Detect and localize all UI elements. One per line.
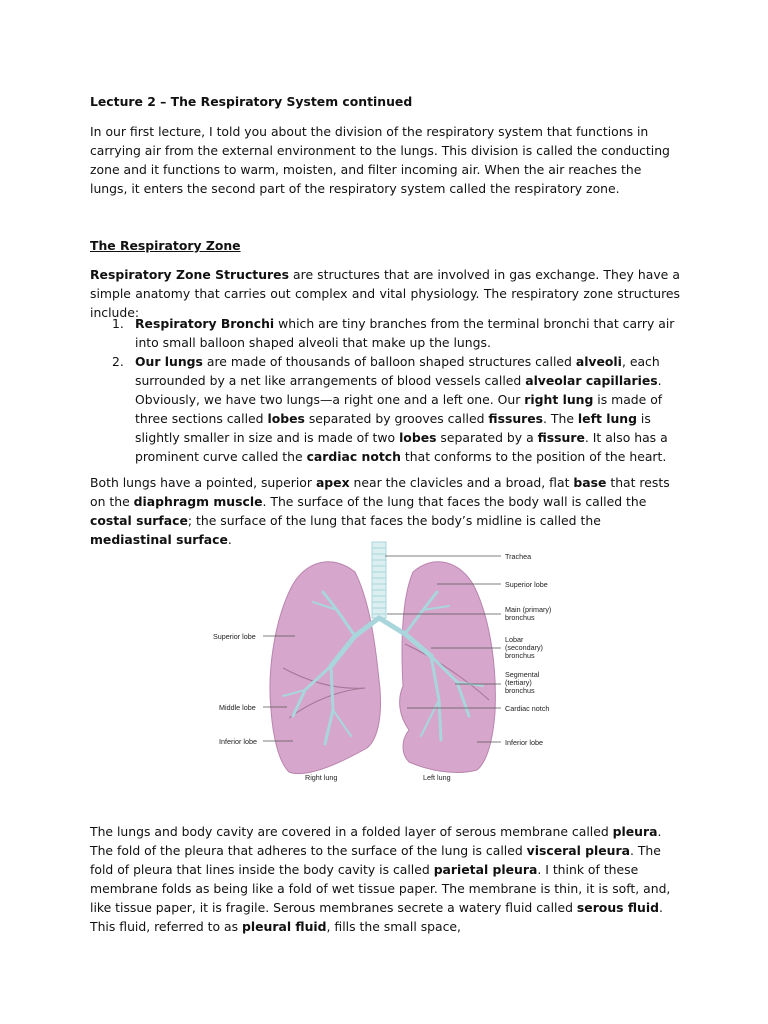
bold-term: alveoli bbox=[575, 354, 622, 369]
label-inferior-lobe-right: Inferior lobe bbox=[219, 737, 257, 746]
label-lobar-bronchus: (secondary) bbox=[505, 643, 543, 652]
text-run: is made of three sections called bbox=[135, 392, 663, 426]
bold-term: alveolar capillaries bbox=[525, 373, 658, 388]
bold-term: fissures bbox=[488, 411, 544, 426]
trachea-shape bbox=[372, 542, 386, 618]
text-run: . This fluid, referred to as bbox=[90, 900, 663, 934]
text-run: . It also has a prominent curve called the bbox=[135, 430, 668, 464]
bold-term: pleural fluid bbox=[242, 919, 327, 934]
bold-term: Respiratory Zone Structures bbox=[90, 267, 289, 282]
text-run: are structures that are involved in gas exchange. They have a simple anatomy that carries out complex and vital physiology. The respiratory zone structures include: bbox=[90, 267, 680, 320]
text-run: . I think of these membrane folds as being like a fold of wet tissue paper. The membrane is thin, it is soft, and, like tissue paper, it is fragile. Serous membranes secrete a watery fluid called bbox=[90, 862, 671, 915]
text-run: . The bbox=[543, 411, 578, 426]
apex-paragraph bbox=[90, 473, 680, 549]
text-run: . The fold of the pleura that adheres to the surface of the lung is called bbox=[90, 824, 662, 858]
bold-term: lobes bbox=[399, 430, 437, 445]
bold-term: parietal pleura bbox=[433, 862, 538, 877]
pleura-paragraph bbox=[90, 822, 680, 936]
label-lobar-bronchus: bronchus bbox=[505, 651, 535, 660]
bold-term: apex bbox=[315, 475, 350, 490]
lecture-title: Lecture 2 – The Respiratory System continued bbox=[90, 94, 413, 109]
bold-term: pleura bbox=[612, 824, 658, 839]
bold-term: lobes bbox=[267, 411, 305, 426]
intro-paragraph: In our first lecture, I told you about the division of the respiratory system that functions in carrying air from the external environment to the lungs. This division is called the conducting zone and it functions to warm, moisten, and filter incoming air. When the air reaches the lungs, it enters the second part of the respiratory system called the respiratory zone. bbox=[90, 124, 670, 196]
bold-term: mediastinal surface bbox=[90, 532, 228, 547]
text-run: , each surrounded by a net like arrangements of blood vessels called bbox=[135, 354, 660, 388]
bold-term: base bbox=[573, 475, 607, 490]
label-segmental-bronchus: Segmental bbox=[505, 670, 540, 679]
label-lobar-bronchus: Lobar bbox=[505, 635, 524, 644]
text-run: separated by grooves called bbox=[304, 411, 489, 426]
bold-term: serous fluid bbox=[576, 900, 659, 915]
bold-term: visceral pleura bbox=[526, 843, 630, 858]
text-run: that conforms to the position of the heart. bbox=[400, 449, 667, 464]
list-item bbox=[90, 352, 680, 466]
text-run: . bbox=[227, 532, 232, 547]
label-superior-lobe-right: Superior lobe bbox=[213, 632, 256, 641]
text-run: , fills the small space, bbox=[326, 919, 461, 934]
text-run: . The surface of the lung that faces the body wall is called the bbox=[262, 494, 647, 509]
label-superior-lobe-left: Superior lobe bbox=[505, 580, 548, 589]
text-run: . The fold of pleura that lines inside the body cavity is called bbox=[90, 843, 661, 877]
label-main-bronchus: Main (primary) bbox=[505, 605, 552, 614]
bold-term: Our lungs bbox=[135, 354, 203, 369]
bold-term: fissure bbox=[537, 430, 585, 445]
text-run: near the clavicles and a broad, flat bbox=[349, 475, 574, 490]
label-trachea: Trachea bbox=[505, 552, 532, 561]
left-lung-shape bbox=[400, 562, 496, 773]
list-number: 2. bbox=[112, 354, 124, 369]
bold-term: left lung bbox=[577, 411, 637, 426]
text-run: ; the surface of the lung that faces the body’s midline is called the bbox=[187, 513, 601, 528]
bold-term: diaphragm muscle bbox=[133, 494, 263, 509]
text-run: is slightly smaller in size and is made of two bbox=[135, 411, 651, 445]
text-run: Both lungs have a pointed, superior bbox=[90, 475, 316, 490]
lungs-diagram bbox=[205, 540, 567, 790]
list-number: 1. bbox=[112, 316, 124, 331]
structures-list bbox=[90, 314, 680, 466]
bold-term: right lung bbox=[524, 392, 594, 407]
label-left-lung: Left lung bbox=[423, 773, 451, 782]
bold-term: cardiac notch bbox=[306, 449, 401, 464]
text-run: which are tiny branches from the terminal bronchi that carry air into small balloon shaped alveoli that make up the lungs. bbox=[135, 316, 675, 350]
label-cardiac-notch: Cardiac notch bbox=[505, 704, 550, 713]
bold-term: Respiratory Bronchi bbox=[135, 316, 275, 331]
text-run: that rests on the bbox=[90, 475, 670, 509]
text-run: The lungs and body cavity are covered in a folded layer of serous membrane called bbox=[90, 824, 613, 839]
text-run: separated by a bbox=[436, 430, 538, 445]
lungs-illustration bbox=[205, 540, 567, 790]
list-item bbox=[90, 314, 680, 352]
text-run: . Obviously, we have two lungs—a right one and a left one. Our bbox=[135, 373, 662, 407]
text-run: are made of thousands of balloon shaped structures called bbox=[202, 354, 576, 369]
label-segmental-bronchus: bronchus bbox=[505, 686, 535, 695]
label-segmental-bronchus: (tertiary) bbox=[505, 678, 532, 687]
bold-term: costal surface bbox=[90, 513, 188, 528]
section-heading: The Respiratory Zone bbox=[90, 238, 241, 253]
label-right-lung: Right lung bbox=[305, 773, 338, 782]
label-inferior-lobe-left: Inferior lobe bbox=[505, 738, 543, 747]
label-middle-lobe: Middle lobe bbox=[219, 703, 256, 712]
label-main-bronchus: bronchus bbox=[505, 613, 535, 622]
